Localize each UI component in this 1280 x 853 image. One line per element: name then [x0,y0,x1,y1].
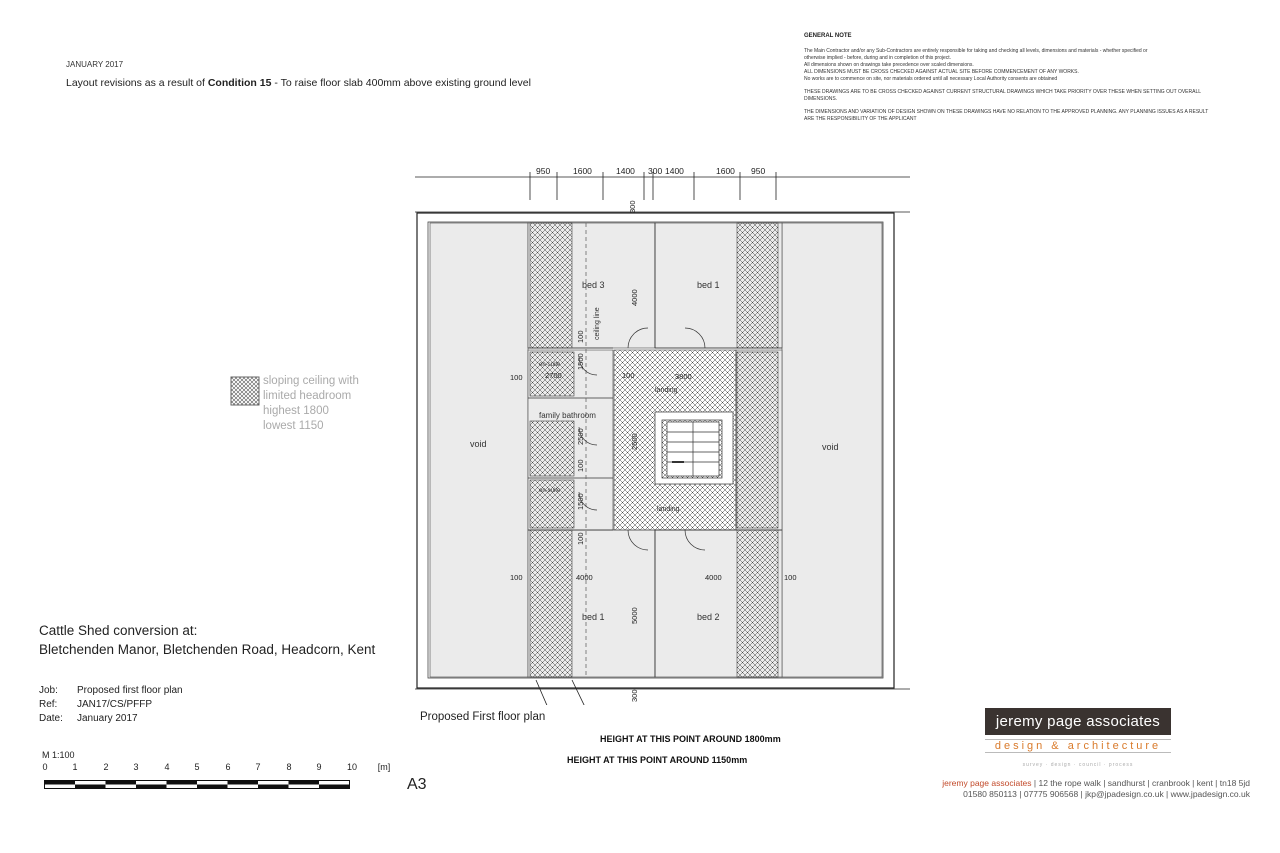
general-note-line: otherwise implied - before, during and in completion of this project. [804,55,952,61]
dim: 300 [628,200,637,213]
revision-text-before: Layout revisions as a result of [66,77,208,89]
scale-unit: [m] [377,762,391,772]
scale-tick: 4 [164,762,170,772]
firm-logo-sub: design & architecture [994,740,1162,752]
scale-tick: 2 [103,762,109,772]
general-note-para2: DIMENSIONS. [804,96,838,102]
legend-text [263,374,359,434]
general-note-title: GENERAL NOTE [804,33,852,39]
scale-tick: 1 [72,762,78,772]
dim: 4000 [576,573,593,582]
scale-tick: 7 [255,762,261,772]
dim-label: 1400 [665,166,684,176]
dim: 100 [622,371,635,380]
height-note-high: HEIGHT AT THIS POINT AROUND 1800mm [600,734,781,744]
firm-logo-name: jeremy page associates [985,708,1171,735]
legend-line: limited headroom [263,390,352,402]
general-note-para3: THE DIMENSIONS AND VARIATION OF DESIGN SHOWN ON THESE DRAWINGS HAVE NO RELATION TO THE APPROVED PLANNING. ANY PLANNING ISSUES AS A RESULT [804,109,1209,115]
scale-tick: 5 [194,762,200,772]
dim: 2500 [576,428,585,445]
firm-contact [942,778,1250,800]
dim: 100 [576,330,585,343]
scale-tick: 0 [42,762,48,772]
general-note-para2: THESE DRAWINGS ARE TO BE CROSS CHECKED AGAINST CURRENT STRUCTURAL DRAWINGS WHICH TAKE PRIORITY OVER THESE WHEN SETTING OUT OVERALL [804,89,1202,95]
contact-phones: 01580 850113 | 07775 906568 | jkp@jpadesign.co.uk | www.jpadesign.co.uk [963,789,1250,799]
meta-job: Proposed first floor plan [77,685,183,696]
dim: 100 [784,573,797,582]
height-note-low: HEIGHT AT THIS POINT AROUND 1150mm [567,755,748,765]
general-note-line: All dimensions shown on drawings take precedence over scaled dimensions. [804,62,974,68]
general-note-para3: ARE THE RESPONSIBILITY OF THE APPLICANT [804,116,917,122]
scale-tick: 10 [346,762,357,772]
dim: 100 [510,573,523,582]
scale-tick: 3 [133,762,139,772]
dim: 2700 [545,371,562,380]
revision-date: JANUARY 2017 [66,60,124,69]
meta-ref-key: Ref: [39,699,58,710]
scale-label: M 1:100 [42,750,75,760]
room-label-bed3: bed 3 [582,280,605,290]
dim: 2500 [630,433,639,450]
dim: 1500 [576,353,585,370]
scale-bar [44,780,352,790]
revision-condition: Condition 15 [207,77,272,89]
scale-ticks [35,762,395,776]
void-left [430,223,528,677]
room-label-bathroom: family bathroom [539,411,596,420]
legend-line: highest 1800 [263,405,329,417]
label-ceiling-line: ceiling line [594,307,601,340]
project-title [39,621,375,659]
firm-logo [985,708,1171,768]
meta-ref: JAN17/CS/PFFP [77,699,153,710]
general-note-line: No works are to commence on site, nor materials ordered until all necessary Local Authority consents are obtained [804,76,1058,82]
dim-label: 950 [751,166,766,176]
room-label-bed1-top: bed 1 [697,280,720,290]
plan-caption: Proposed First floor plan [420,711,546,723]
revision-text-after: - To raise floor slab 400mm above existing ground level [271,77,531,89]
drawing-meta [39,684,183,726]
dim-label: 950 [536,166,551,176]
general-note [804,33,1244,123]
sheet-size: A3 [407,776,427,793]
dim: 300 [630,689,639,702]
meta-date: January 2017 [77,713,138,724]
dim: 100 [576,532,585,545]
general-note-line: ALL DIMENSIONS MUST BE CROSS CHECKED AGAINST ACTUAL SITE BEFORE COMMENCEMENT OF ANY WORKS. [804,69,1079,75]
room-label-landing-bottom: landing [657,506,680,513]
scale-tick: 6 [225,762,231,772]
revision-text [66,77,531,89]
project-line1: Cattle Shed conversion at: [39,623,198,638]
firm-tagline: survey · design · council · process [1022,762,1134,768]
room-label-void-right: void [822,442,839,452]
room-label-landing-top: landing [655,387,678,394]
dim: 4000 [705,573,722,582]
contact-brand: jeremy page associates [942,778,1032,788]
room-label-ensuite-top: en-suite [539,362,561,368]
legend-line: lowest 1150 [263,420,324,432]
room-label-bed1-bottom: bed 1 [582,612,605,622]
project-line2: Bletchenden Manor, Bletchenden Road, Headcorn, Kent [39,642,376,657]
dim: 3800 [675,372,692,381]
contact-address: | 12 the rope walk | sandhurst | cranbrook | kent | tn18 5jd [1031,778,1250,788]
dim-label: 1600 [573,166,592,176]
scale-tick: 9 [316,762,322,772]
dim: 100 [576,459,585,472]
dim: 4000 [630,289,639,306]
dim: 5000 [630,607,639,624]
dim-label: 300 [648,166,663,176]
top-dimension-labels [536,166,765,176]
room-label-bed2: bed 2 [697,612,720,622]
meta-date-key: Date: [39,713,63,724]
dim-label: 1400 [616,166,635,176]
room-label-ensuite-bottom: en-suite [539,488,561,494]
hatch-legend-swatch [230,376,260,406]
meta-job-key: Job: [39,685,58,696]
floor-plan [385,160,920,705]
dim-label: 1600 [716,166,735,176]
legend-line: sloping ceiling with [263,375,359,387]
dim: 1500 [576,493,585,510]
room-label-void-left: void [470,439,487,449]
scale-tick: 8 [286,762,292,772]
general-note-line: The Main Contractor and/or any Sub-Contractors are entirely responsible for taking and checking all levels, dimensions and materials - whether specified or [804,48,1148,54]
dim: 100 [510,373,523,382]
stair [655,412,733,484]
